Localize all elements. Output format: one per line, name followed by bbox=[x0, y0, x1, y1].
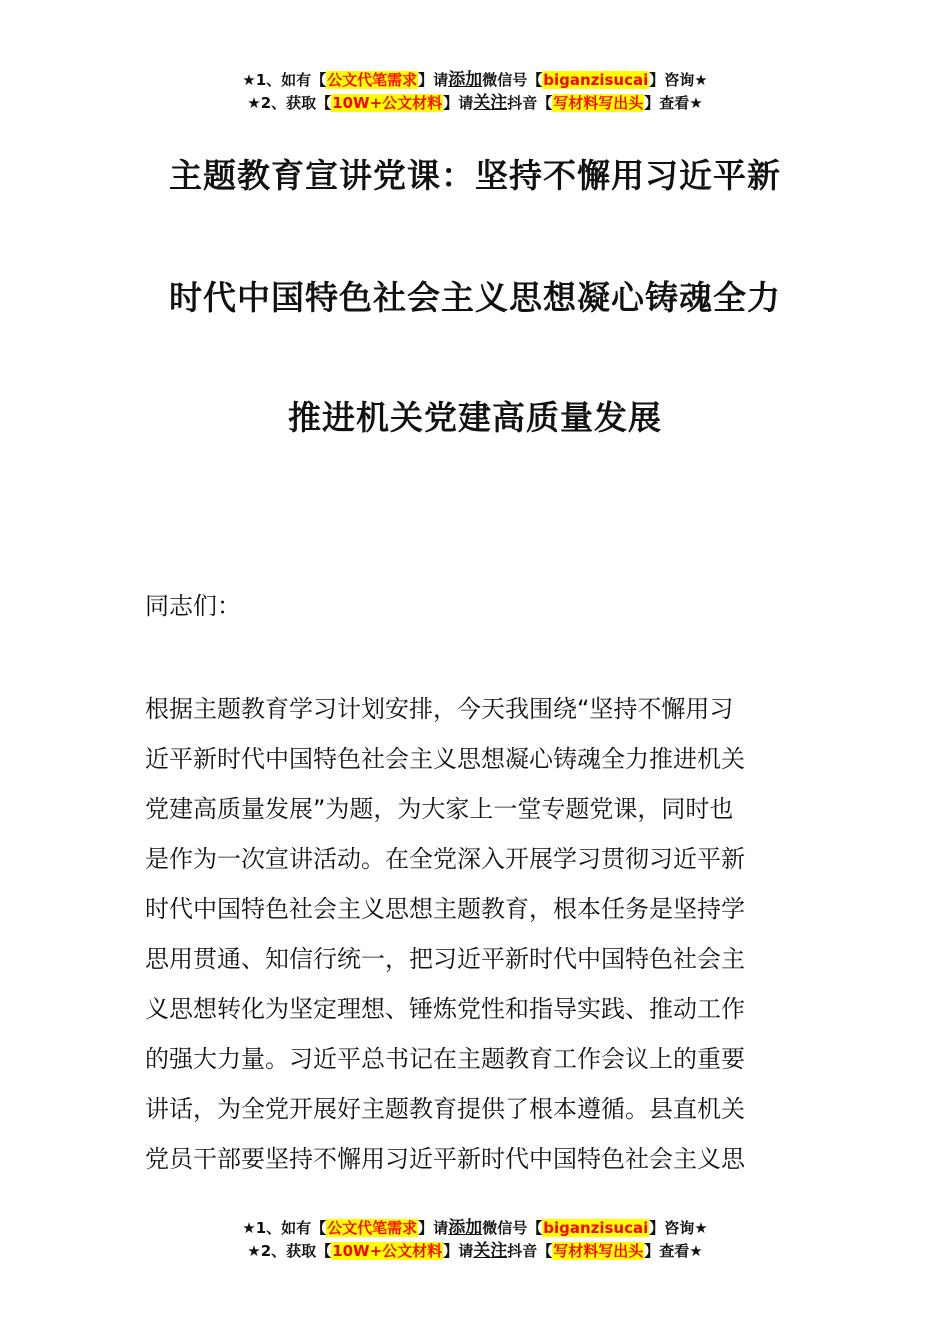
body-line: 的强大力量。习近平总书记在主题教育工作会议上的重要 bbox=[145, 1045, 745, 1073]
underlined-follow: 关注 bbox=[473, 1241, 508, 1261]
banner-text: 】请 bbox=[418, 71, 449, 89]
document-title-line-1: 主题教育宣讲党课：坚持不懈用习近平新 bbox=[169, 156, 781, 195]
banner-text: 抖音【 bbox=[507, 1242, 553, 1260]
body-line: 近平新时代中国特色社会主义思想凝心铸魂全力推进机关 bbox=[145, 745, 745, 773]
body-line: 义思想转化为坚定理想、锤炼党性和指导实践、推动工作 bbox=[145, 995, 745, 1023]
banner-line-1 bbox=[0, 1217, 950, 1240]
highlight-wechat-id: biganzisucai bbox=[543, 1219, 649, 1237]
banner-line-2 bbox=[0, 92, 950, 115]
banner-line-1 bbox=[0, 69, 950, 92]
banner-text: 】请 bbox=[418, 1219, 449, 1237]
highlight-service: 公文代笔需求 bbox=[327, 71, 418, 89]
body-paragraph bbox=[145, 684, 815, 1184]
body-line: 思用贯通、知信行统一，把习近平新时代中国特色社会主 bbox=[145, 945, 745, 973]
document-title-line-3: 推进机关党建高质量发展 bbox=[288, 398, 662, 437]
banner-text: 微信号【 bbox=[482, 1219, 543, 1237]
banner-text: 抖音【 bbox=[507, 94, 553, 112]
body-line: 党员干部要坚持不懈用习近平新时代中国特色社会主义思 bbox=[145, 1145, 745, 1173]
banner-text: ★1、如有【 bbox=[242, 71, 327, 89]
body-line: 根据主题教育学习计划安排，今天我围绕“坚持不懈用习 bbox=[145, 695, 734, 723]
body-line: 时代中国特色社会主义思想主题教育，根本任务是坚持学 bbox=[145, 895, 745, 923]
banner-text: 】查看★ bbox=[644, 94, 703, 112]
highlight-wechat-id: biganzisucai bbox=[543, 71, 649, 89]
bottom-promo-banner bbox=[0, 1217, 950, 1263]
underlined-follow: 关注 bbox=[473, 93, 508, 113]
banner-text: ★1、如有【 bbox=[242, 1219, 327, 1237]
banner-text: 】请 bbox=[443, 94, 474, 112]
banner-text: 】查看★ bbox=[644, 1242, 703, 1260]
document-title-line-2: 时代中国特色社会主义思想凝心铸魂全力 bbox=[169, 278, 781, 317]
highlight-materials: 10W+公文材料 bbox=[332, 94, 443, 112]
banner-text: 】咨询★ bbox=[649, 71, 708, 89]
greeting: 同志们： bbox=[145, 592, 241, 620]
banner-text: ★2、获取【 bbox=[247, 94, 332, 112]
highlight-douyin-account: 写材料写出头 bbox=[553, 1242, 644, 1260]
banner-line-2 bbox=[0, 1240, 950, 1263]
banner-text: 微信号【 bbox=[482, 71, 543, 89]
body-line: 是作为一次宣讲活动。在全党深入开展学习贯彻习近平新 bbox=[145, 845, 745, 873]
underlined-add: 添加 bbox=[448, 70, 483, 90]
highlight-douyin-account: 写材料写出头 bbox=[553, 94, 644, 112]
banner-text: 】请 bbox=[443, 1242, 474, 1260]
underlined-add: 添加 bbox=[448, 1218, 483, 1238]
highlight-materials: 10W+公文材料 bbox=[332, 1242, 443, 1260]
banner-text: 】咨询★ bbox=[649, 1219, 708, 1237]
highlight-service: 公文代笔需求 bbox=[327, 1219, 418, 1237]
body-line: 讲话，为全党开展好主题教育提供了根本遵循。县直机关 bbox=[145, 1095, 745, 1123]
body-line: 党建高质量发展”为题，为大家上一堂专题党课，同时也 bbox=[145, 795, 734, 823]
top-promo-banner bbox=[0, 69, 950, 115]
banner-text: ★2、获取【 bbox=[247, 1242, 332, 1260]
